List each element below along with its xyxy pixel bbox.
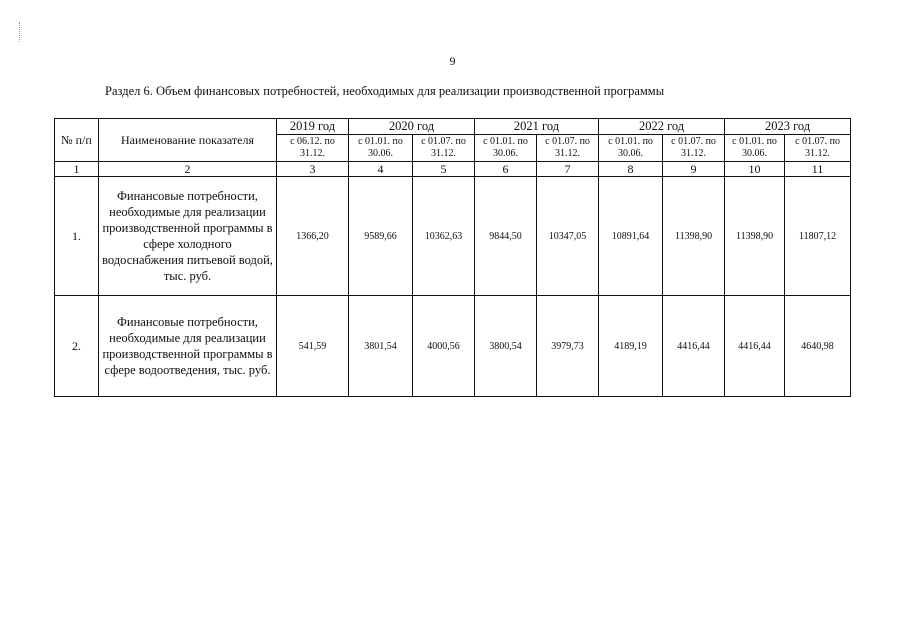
row-number: 2.: [55, 296, 99, 397]
period: с 01.07. по 31.12.: [663, 135, 725, 162]
col-number: 1: [55, 162, 99, 177]
period: с 01.07. по 31.12.: [785, 135, 851, 162]
row-name: Финансовые потребности, необходимые для реализации производственной программы в сфере водоотведения, тыс. руб.: [99, 296, 277, 397]
col-number: 7: [537, 162, 599, 177]
page-number: 9: [449, 54, 456, 68]
value-cell: 4416,44: [725, 296, 785, 397]
col-number: 2: [99, 162, 277, 177]
value-cell: 10362,63: [413, 177, 475, 296]
col-number: 11: [785, 162, 851, 177]
col-number: 10: [725, 162, 785, 177]
value-cell: 9589,66: [349, 177, 413, 296]
header-row-years: [55, 119, 851, 135]
value-cell: 11398,90: [663, 177, 725, 296]
value-cell: 10347,05: [537, 177, 599, 296]
col-number: 8: [599, 162, 663, 177]
period: с 01.01. по 30.06.: [349, 135, 413, 162]
financial-needs-table: [54, 118, 851, 397]
col-number: 5: [413, 162, 475, 177]
value-cell: 4416,44: [663, 296, 725, 397]
table-row: [55, 177, 851, 296]
row-number: 1.: [55, 177, 99, 296]
value-cell: 10891,64: [599, 177, 663, 296]
year-2019: 2019 год: [277, 119, 349, 135]
value-cell: 3801,54: [349, 296, 413, 397]
header-name: Наименование показателя: [99, 119, 277, 162]
row-name: Финансовые потребности, необходимые для реализации производственной программы в сфере холодного водоснабжения питьевой водой, тыс. руб.: [99, 177, 277, 296]
header-no: № п/п: [55, 119, 99, 162]
col-number: 4: [349, 162, 413, 177]
margin-mark: [19, 22, 21, 42]
period: с 01.01. по 30.06.: [475, 135, 537, 162]
column-number-row: [55, 162, 851, 177]
value-cell: 3979,73: [537, 296, 599, 397]
col-number: 3: [277, 162, 349, 177]
value-cell: 9844,50: [475, 177, 537, 296]
table-row: [55, 296, 851, 397]
year-2023: 2023 год: [725, 119, 851, 135]
value-cell: 4640,98: [785, 296, 851, 397]
section-title: Раздел 6. Объем финансовых потребностей, необходимых для реализации производственной программы: [105, 84, 665, 98]
period: с 01.07. по 31.12.: [413, 135, 475, 162]
value-cell: 4189,19: [599, 296, 663, 397]
col-number: 6: [475, 162, 537, 177]
value-cell: 541,59: [277, 296, 349, 397]
period: с 01.01. по 30.06.: [599, 135, 663, 162]
value-cell: 3800,54: [475, 296, 537, 397]
period: с 01.01. по 30.06.: [725, 135, 785, 162]
value-cell: 1366,20: [277, 177, 349, 296]
value-cell: 11807,12: [785, 177, 851, 296]
col-number: 9: [663, 162, 725, 177]
period: с 06.12. по 31.12.: [277, 135, 349, 162]
year-2022: 2022 год: [599, 119, 725, 135]
year-2021: 2021 год: [475, 119, 599, 135]
value-cell: 11398,90: [725, 177, 785, 296]
period: с 01.07. по 31.12.: [537, 135, 599, 162]
year-2020: 2020 год: [349, 119, 475, 135]
value-cell: 4000,56: [413, 296, 475, 397]
